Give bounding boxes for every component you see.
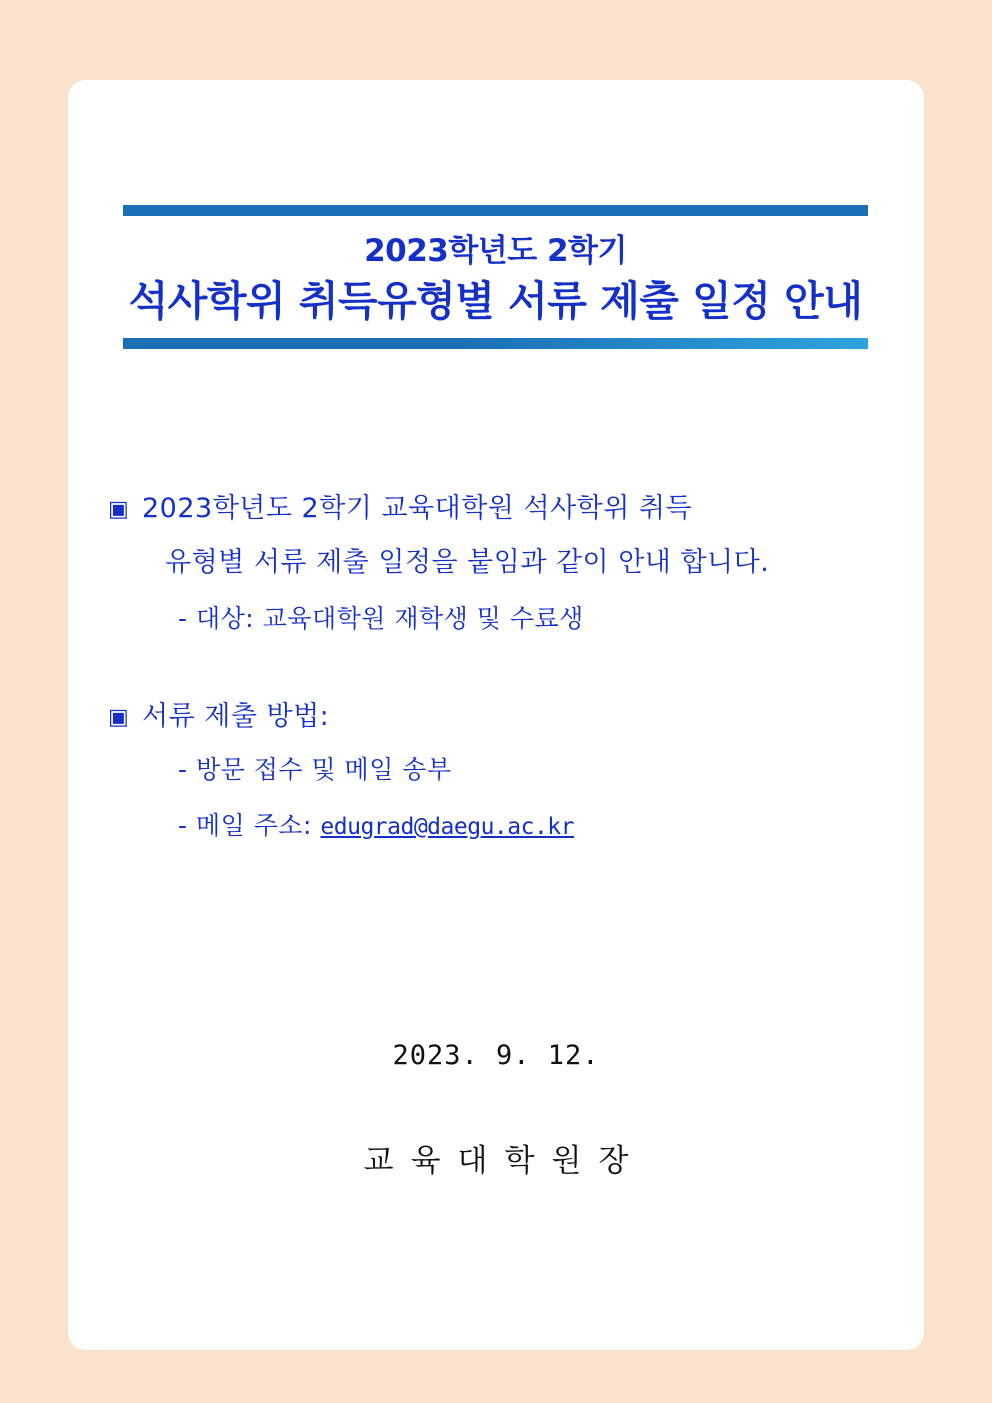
square-bullet-icon: ▣ xyxy=(108,497,129,522)
bullet-item-1 xyxy=(108,495,898,522)
bullet-item-1-text: 2023학년도 2학기 교육대학원 석사학위 취득 xyxy=(142,493,693,524)
title-rule-bottom xyxy=(123,338,868,349)
title-inner xyxy=(123,216,868,338)
document-page xyxy=(68,80,924,1350)
bullet-item-2-sub-1: - 방문 접수 및 메일 송부 xyxy=(178,755,452,784)
bullet-item-2-mail-row xyxy=(178,806,898,842)
bullet-item-2-text: 서류 제출 방법: xyxy=(142,701,330,732)
page-title-line2: 석사학위 취득유형별 서류 제출 일정 안내 xyxy=(128,276,863,325)
square-bullet-icon: ▣ xyxy=(108,705,129,730)
section-spacer xyxy=(108,635,898,703)
bullet-item-2 xyxy=(108,703,898,730)
body-block xyxy=(108,495,898,842)
mail-label: - 메일 주소: xyxy=(178,811,312,840)
page-title-line1: 2023학년도 2학기 xyxy=(364,233,627,269)
document-date: 2023. 9. 12. xyxy=(392,1040,600,1071)
bullet-item-1-continuation: 유형별 서류 제출 일정을 붙임과 같이 안내 합니다. xyxy=(165,547,770,578)
document-signer: 교육대학원장 xyxy=(363,1143,646,1179)
title-rule-top xyxy=(123,205,868,216)
title-block xyxy=(123,205,868,349)
email-link[interactable]: edugrad@daegu.ac.kr xyxy=(320,814,575,840)
bullet-item-1-sub-1: - 대상: 교육대학원 재학생 및 수료생 xyxy=(178,604,584,633)
